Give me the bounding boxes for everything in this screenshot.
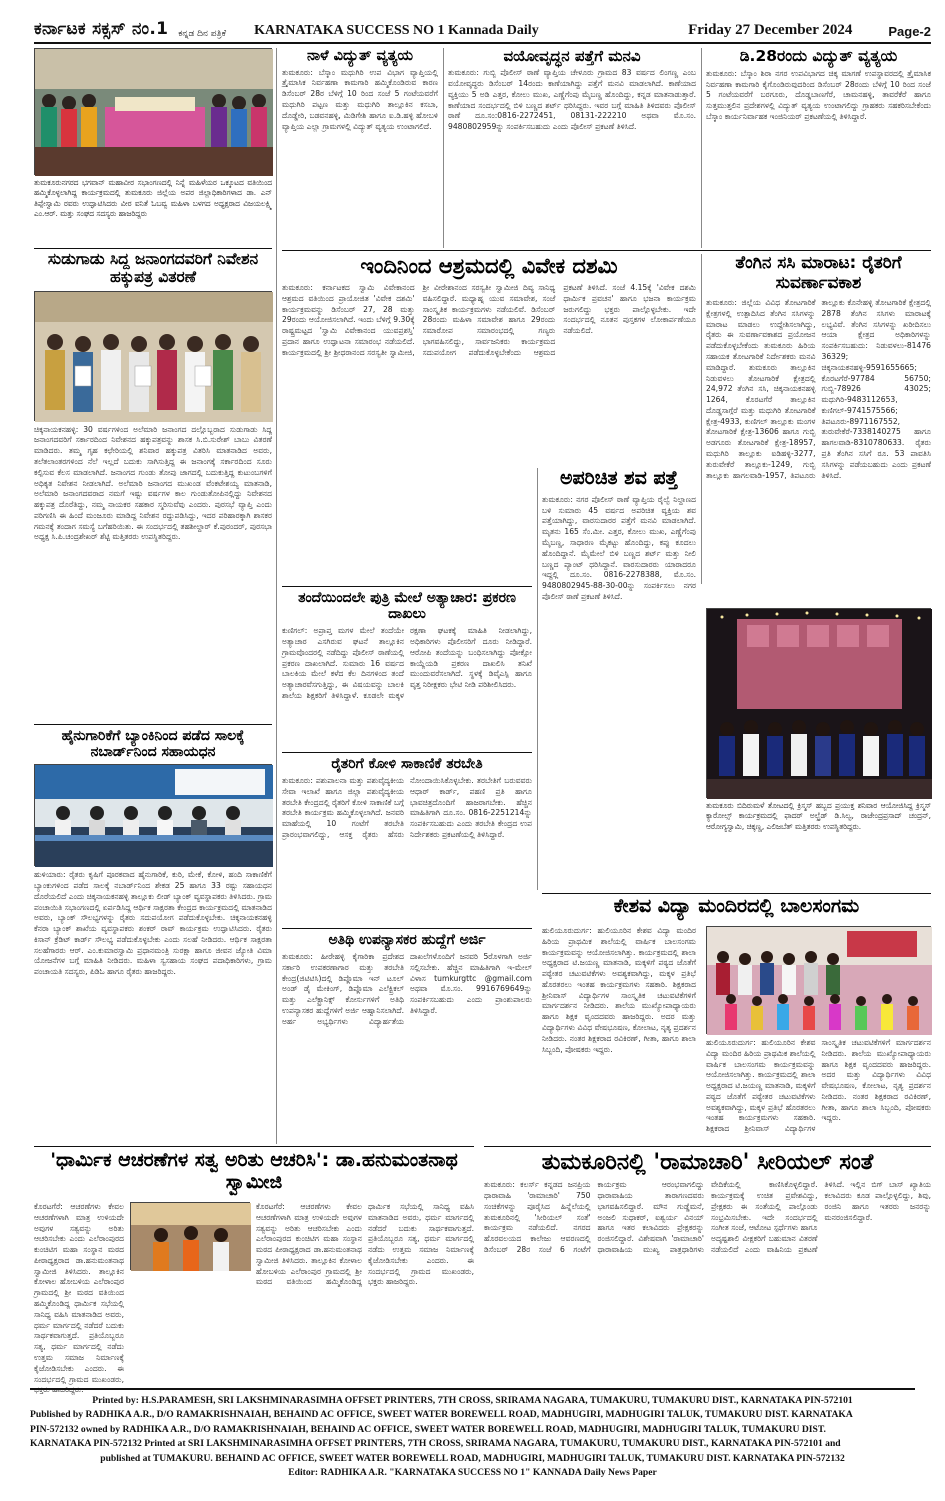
article-poultry-training [282, 756, 532, 926]
body-missing-elder: ತುಮಕೂರು: ಗುಬ್ಬಿ ಪೊಲೀಸ್ ಠಾಣೆ ವ್ಯಾಪ್ತಿಯ ಚೇಳೂರು ಗ್ರಾಮದ 83 ವರ್ಷದ ಲಿಂಗಣ್ಣ ಎಂಬ ವಯೋವೃದ್ಧರು ಡಿಸೆಂಬರ್ 14ರಂದು ಕಾಣೆಯಾಗಿದ್ದು ಪತ್ತೆಗೆ ಮನವಿ ಮಾಡಲಾಗಿದೆ. ಕಾಣೆಯಾದ ವ್ಯಕ್ತಿಯು 5 ಅಡಿ ಎತ್ತರ, ಕೋಲು ಮುಖ, ಎಣ್ಣೆಗೆಂಪು ಮೈಬಣ್ಣ ಹೊಂದಿದ್ದು, ಕನ್ನಡ ಮಾತನಾಡುತ್ತಾರೆ. ಕಾಣೆಯಾದ ಸಂದರ್ಭದಲ್ಲಿ ಬಿಳಿ ಬಣ್ಣದ ಶರ್ಟ್ ಧರಿಸಿದ್ದರು. ಇವರ ಬಗ್ಗೆ ಮಾಹಿತಿ ತಿಳಿದವರು ಪೊಲೀಸ್ ಠಾಣೆ ದೂ.ಸಂ:0816-2272451, 08131-222210 ಅಥವಾ ಮೊ.ಸಂ. 9480802959ನ್ನು ಸಂಪರ್ಕಿಸಬಹುದು ಎಂದು ಪೊಲೀಸ್ ಪ್ರಕಟಣೆ ತಿಳಿಸಿದೆ. [448, 68, 696, 132]
headline-unidentified-body: ಅಪರಿಚಿತ ಶವ ಪತ್ತೆ [559, 467, 679, 489]
masthead-kannada-tag: ಕನ್ನಡ ದಿನ ಪತ್ರಿಕೆ [178, 29, 227, 39]
divider [34, 724, 272, 725]
masthead-english-name: KARNATAKA SUCCESS NO 1 Kannada Daily [254, 23, 539, 38]
body-coconut-saplings: ತುಮಕೂರು: ಜಿಲ್ಲೆಯ ವಿವಿಧ ತೋಟಗಾರಿಕೆ ಕ್ಷೇತ್ರಗಳಲ್ಲಿ ಉತ್ಪಾದಿಸಿದ ತೆಂಗಿನ ಸಸಿಗಳನ್ನು ಮಾರಾಟ ಮಾಡಲು ಉದ್ದೇಶಿಸಲಾಗಿದ್ದು, ರೈತರು ಈ ಸುವರ್ಣಾವಕಾಶದ ಪ್ರಯೋಜನ ಪಡೆದುಕೊಳ್ಳಬೇಕೆಂದು ತುಮಕೂರು ಹಿರಿಯ ಸಹಾಯಕ ತೋಟಗಾರಿಕೆ ನಿರ್ದೇಶಕರು ಮನವಿ ಮಾಡಿದ್ದಾರೆ. ತುಮಕೂರು ತಾಲ್ಲೂಕಿನ ನಿಡುವಳಲು ತೋಟಗಾರಿಕೆ ಕ್ಷೇತ್ರದಲ್ಲಿ 24,972 ತೆಂಗಿನ ಸಸಿ, ಚಿಕ್ಕನಾಯಕನಹಳ್ಳಿ 1264, ಕೊರಟಗೆರೆ ತಾಲ್ಲೂಕಿನ ದೊಡ್ಡಸಾಗ್ಗೆರೆ ಮತ್ತು ಮಧುಗಿರಿ ತೋಟಗಾರಿಕೆ ಕ್ಷೇತ್ರ-4933, ಕುಣಿಗಲ್ ತಾಲ್ಲೂಕು ಮಂಗಳ ತೋಟಗಾರಿಕೆ ಕ್ಷೇತ್ರ-13606 ಹಾಗೂ ಗುಬ್ಬಿ ಅಡಗೂರು ತೋಟಗಾರಿಕೆ ಕ್ಷೇತ್ರ-18957, ಮಧುಗಿರಿ ತಾಲ್ಲೂಕು ಐಡಿಹಳ್ಳಿ-3277, ತುರುವೇಕೆರೆ ತಾಲ್ಲೂಕು-1249, ಗುಬ್ಬಿ ತಾಲ್ಲೂಕು ಹಾಗಲವಾಡಿ-1957, ತಿಪಟೂರು ತಾಲ್ಲೂಕು ಕೊನೇಹಳ್ಳಿ ತೋಟಗಾರಿಕೆ ಕ್ಷೇತ್ರದಲ್ಲಿ 2878 ತೆಂಗಿನ ಸಸಿಗಳು ಮಾರಾಟಕ್ಕೆ ಲಭ್ಯವಿವೆ. ತೆಂಗಿನ ಸಸಿಗಳನ್ನು ಖರೀದಿಸಲು ಆಯಾ ಕ್ಷೇತ್ರದ ಅಧಿಕಾರಿಗಳನ್ನು ಸಂಪರ್ಕಿಸಬಹುದು: ನಿಡುವಳಲು-81476 36329; ಚಿಕ್ಕನಾಯಕನಹಳ್ಳಿ-9591655665; ಕೊರಟಗೆರೆ-97784 56750; ಗುಬ್ಬಿ-78926 43025; ಮಧುಗಿರಿ-9483112653, ಕುಣಿಗಲ್-9741575566; ತಿಪಟೂರು-8971167552, ತುರುವೇಕೆರೆ-7338140275 ಹಾಗೂ ಹಾಗಲವಾಡಿ-8310780633. ರೈತರು ಪ್ರತಿ ತೆಂಗಿನ ಸಸಿಗೆ ರೂ. 53 ಪಾವತಿಸಿ ಸಸಿಗಳನ್ನು ಪಡೆಯಬಹುದು ಎಂದು ಪ್ರಕಟಣೆ ತಿಳಿಸಿದೆ. [706, 298, 931, 480]
caption-christmas-carols: ತುಮಕೂರು ಬಿದಿರುಮಳೆ ತೋಟದಲ್ಲಿ ಕ್ರಿಸ್ಮಸ್ ಹಬ್ಬದ ಪ್ರಯುಕ್ತ ಶನಿವಾರ ಆಯೋಜಿಸಿದ್ದ ಕ್ರಿಸ್ಮಸ್ ಕ್ಯಾರೋಲ್ಸ್ ಕಾರ್ಯಕ್ರಮದಲ್ಲಿ ಫಾದರ್ ಅಲ್ಫ್ರೆಡ್ ಡಿ.ಸಿಲ್ವ, ರಾಜೇಂದ್ರಪ್ರಸಾದ್ ಚಂದ್ರನ್, ಆರೋಗ್ಯಸ್ವಾಮಿ, ಚಿಕ್ಕಣ್ಣ, ಎಲಿಜಬೆತ್ ಮತ್ತಿತರರು ಉಪಸ್ಥಿತರಿದ್ದರು. [706, 801, 931, 831]
article-power-cut-tomorrow [282, 48, 438, 248]
column-rule [701, 48, 702, 248]
body-religious-practice-lead [34, 1202, 124, 1395]
headline-guest-lecturer: ಅತಿಥಿ ಉಪನ್ಯಾಸಕರ ಹುದ್ದೆಗೆ ಅರ್ಜಿ [328, 932, 486, 948]
article-grid [34, 47, 931, 1395]
photo-balasangama [706, 926, 931, 1034]
headline-nabard-subsidy: ಹೈನುಗಾರಿಕೆಗೆ ಬ್ಯಾಂಕಿನಿಂದ ಪಡೆದ ಸಾಲಕ್ಕೆ ನಬಾರ್ಡ್‌ನಿಂದ ಸಹಾಯಧನ [61, 728, 245, 761]
article-christmas-carols [706, 608, 931, 870]
masthead [34, 10, 931, 44]
body-viveka-dashami: ತುಮಕೂರು: ಕರ್ನಾಟಕದ ಸ್ವಾಮಿ ವಿವೇಕಾನಂದ ಆಶ್ರಮದ ವತಿಯಿಂದ ಪ್ರಾಯೋಜಿತ 'ವಿವೇಕ ದಶಮಿ' ಕಾರ್ಯಕ್ರಮವನ್ನು ಡಿಸೆಂಬರ್ 27, 28 ಮತ್ತು 29ರಂದು ಆಯೋಜಿಸಲಾಗಿದೆ. ಇಂದು ಬೆಳಿಗ್ಗೆ 9.30ಕ್ಕೆ ರಾಷ್ಟ್ರಮಟ್ಟದ 'ಸ್ವಾಮಿ ವಿವೇಕಾನಂದ ಯುವಪ್ರಶಸ್ತಿ' ಪ್ರದಾನ ಹಾಗೂ ಉದ್ಘಾಟನಾ ಸಮಾರಂಭ ನಡೆಯಲಿದೆ. ಕಾರ್ಯಕ್ರಮದಲ್ಲಿ ಶ್ರೀ ಶ್ರೀಧರಾನಂದ ಸರಸ್ವತೀ ಸ್ವಾಮೀಜಿ, ಶ್ರೀ ವೀರೇಶಾನಂದ ಸರಸ್ವತೀ ಸ್ವಾಮೀಜಿ ದಿವ್ಯ ಸಾನಿಧ್ಯ ವಹಿಸಲಿದ್ದಾರೆ. ಮಧ್ಯಾಹ್ನ ಯುವ ಸಮಾವೇಶ, ಸಂಜೆ ಸಾಂಸ್ಕೃತಿಕ ಕಾರ್ಯಕ್ರಮಗಳು ನಡೆಯಲಿವೆ. ಡಿಸೆಂಬರ್ 28ರಂದು ಮಹಿಳಾ ಸಮಾವೇಶ ಹಾಗೂ 29ರಂದು ಸಮಾರೋಪ ಸಮಾರಂಭದಲ್ಲಿ ಗಣ್ಯರು ಭಾಗವಹಿಸಲಿದ್ದು, ಸಾರ್ವಜನಿಕರು ಕಾರ್ಯಕ್ರಮದ ಸದುಪಯೋಗ ಪಡೆದುಕೊಳ್ಳಬೇಕೆಂದು ಆಶ್ರಮದ ಪ್ರಕಟಣೆ ತಿಳಿಸಿದೆ. ಸಂಜೆ 4.15ಕ್ಕೆ 'ವಿವೇಕ ದಶಮಿ ಧಾರ್ಮಿಕ ಪ್ರವಚನ' ಹಾಗೂ ಭಜನಾ ಕಾರ್ಯಕ್ರಮ ಜರುಗಲಿದ್ದು ಭಕ್ತರು ಪಾಲ್ಗೊಳ್ಳಬೇಕು. ಇದೇ ಸಂದರ್ಭದಲ್ಲಿ ನೂತನ ಪುಸ್ತಕಗಳ ಲೋಕಾರ್ಪಣೆಯೂ ನಡೆಯಲಿದೆ. [282, 283, 696, 357]
divider [282, 928, 532, 929]
article-guest-lecturer [282, 932, 532, 1142]
photo-housing-rights [34, 291, 272, 421]
imprint-published-by: Published by RADHIKA A.R., D/O RAMAKRISHNAIAH, BEHAIND AC OFFICE, SWEET WATER BOREWELL ROAD, MADHUGIRI, MADHUGIRI TALUK, TUMAKURU DIST. KARNATAKA [30, 1409, 853, 1421]
headline-power-cut-dec28: ಡಿ.28ರಂದು ವಿದ್ಯುತ್ ವ್ಯತ್ಯಯ [739, 47, 898, 65]
body-housing-rights: ಚಿಕ್ಕನಾಯಕನಹಳ್ಳಿ: 30 ವರ್ಷಗಳಿಂದ ಅಲೆಮಾರಿ ಜನಾಂಗದ ದಲ್ಲೊಬ್ಬರಾದ ಸುಡುಗಾಡು ಸಿದ್ದ ಜನಾಂಗದವರಿಗೆ ಸರ್ಕಾರದಿಂದ ನಿವೇಶನದ ಹಕ್ಕುಪತ್ರವನ್ನು ಶಾಸಕ ಸಿ.ಬಿ.ಸುರೇಶ್ ಬಾಬು ವಿತರಣೆ ಮಾಡಿದರು. ತಮ್ಮ ಗೃಹ ಕಛೇರಿಯಲ್ಲಿ ಶನಿವಾರ ಹಕ್ಕುಪತ್ರ ವಿತರಿಸಿ ಮಾತನಾಡಿದ ಅವರು, ತಲೆತಲಾಂತರಗಳಿಂದ ನೆಲೆ ಇಲ್ಲದೆ ಬದುಕು ಸಾಗಿಸುತ್ತಿದ್ದ ಈ ಜನಾಂಗಕ್ಕೆ ಸರ್ಕಾರದಿಂದ ಸೂರು ಕಲ್ಪಿಸುವ ಕೆಲಸ ಮಾಡಲಾಗಿದೆ. ಜನಾಂಗದ ಗುಂಡು ತೋಪು ಜಾಗದಲ್ಲಿ ಬದುಕುತ್ತಿದ್ದ ಕುಟುಂಬಗಳಿಗೆ ಅಧಿಕೃತ ನಿವೇಶನ ನೀಡಲಾಗಿದೆ. ಅಲೆಮಾರಿ ಜನಾಂಗದ ಮುಖಂಡ ವೆಂಕಟೇಶಯ್ಯ ಮಾತನಾಡಿ, ಅಲೆಮಾರಿ ಜನಾಂಗದವರಾದ ನಮಗೆ ಇಷ್ಟು ವರ್ಷಗಳ ಕಾಲ ಗುಂಡುತೋಪಿನಲ್ಲಿದ್ದು ನಿವೇಶನದ ಹಕ್ಕುಪತ್ರ ದೊರೆತಿದ್ದು, ನಮ್ಮ ನಾಯಕರ ಸಹಕಾರ ಸ್ಮರಿಸುವೆವು ಎಂದರು. ಪುರಸಭೆ ವ್ಯಾಪ್ತಿ ಎಂದು ಪರಿಗಣಿಸಿ ಈ ಹಿಂದೆ ಮಂಜೂರು ಮಾಡಿದ್ದ ನಿವೇಶನ ರದ್ದುಪಡಿಸಿದ್ದು, ಇದರ ಪರಿಹಾರಕ್ಕಾಗಿ ಶಾಸಕರ ಗಮನಕ್ಕೆ ತಂದಾಗ ಸಮಸ್ಯೆ ಬಗೆಹರಿಯಿತು. ಈ ಸಂದರ್ಭದಲ್ಲಿ ತಹಶೀಲ್ದಾರ್ ಕೆ.ಪುರಂದರ್, ಪುರಸಭಾ ಅಧ್ಯಕ್ಷ ಸಿ.ಪಿ.ಚಂದ್ರಶೇಖರ್ ಶೆಟ್ಟಿ ಮತ್ತಿತರರು ಉಪಸ್ಥಿತರಿದ್ದರು. [34, 424, 272, 542]
imprint-owned-by: PIN-572132 owned by RADHIKA A.R., D/O RAMAKRISHNAIAH, BEHAIND AC OFFICE, SWEET WATER BOREWELL ROAD, MADHUGIRI, MADHUGIRI TALUK, TUMAKURU DIST. [30, 1423, 826, 1435]
article-power-cut-dec28 [706, 48, 931, 248]
imprint-printed-at: KARNATAKA PIN-572132 Printed at SRI LAKSHMINARASIMHA OFFSET PRINTERS, 7TH CROSS, SRIRAMA NAGARA, TUMAKURU, TUMAKURU DIST., KARNATAKA PIN-572101 and [30, 1438, 841, 1450]
article-unidentified-body [542, 468, 696, 888]
masthead-kannada-name: ಕರ್ನಾಟಕ ಸಕ್ಸಸ್ ನಂ.1 [34, 19, 169, 39]
divider [34, 248, 272, 249]
headline-coconut-saplings: ತೆಂಗಿನ ಸಸಿ ಮಾರಾಟ: ರೈತರಿಗೆ ಸುವರ್ಣಾವಕಾಶ [735, 253, 902, 293]
headline-poultry-training: ರೈತರಿಗೆ ಕೋಳಿ ಸಾಕಾಣಿಕೆ ತರಬೇತಿ [331, 756, 483, 772]
column-rule [537, 468, 538, 890]
body-religious-practice-cont: ಕೊರಟಗೆರೆ: ಆಚರಣೆಗಳು ಕೇವಲ ಆಚರಣೆಗಳಾಗಿ ಮಾತ್ರ ಉಳಿಯದೇ ಅವುಗಳ ಸತ್ವವನ್ನು ಅರಿತು ಆಚರಿಸಬೇಕು ಎಂದು ಎಲೆರಾಂಪುರದ ಕುಂಚಿಟಿಗ ಮಹಾ ಸಂಸ್ಥಾನ ಮಠದ ಪೀಠಾಧ್ಯಕ್ಷರಾದ ಡಾ.ಹನುಮಂತನಾಥ ಸ್ವಾಮೀಜಿ ತಿಳಿಸಿದರು. ತಾಲ್ಲೂಕಿನ ಕೋಳಾಲ ಹೋಬಳಿಯ ಎಲೆರಾಂಪುರ ಗ್ರಾಮದಲ್ಲಿ ಶ್ರೀ ಮಠದ ವತಿಯಿಂದ ಹಮ್ಮಿಕೊಂಡಿದ್ದ ಧಾರ್ಮಿಕ ಸಭೆಯಲ್ಲಿ ಸಾನಿಧ್ಯ ವಹಿಸಿ ಮಾತನಾಡಿದ ಅವರು, ಧರ್ಮ ಮಾರ್ಗದಲ್ಲಿ ನಡೆದರೆ ಬದುಕು ಸಾರ್ಥಕವಾಗುತ್ತದೆ. ಪ್ರತಿಯೊಬ್ಬರೂ ಸತ್ಯ, ಧರ್ಮ ಮಾರ್ಗದಲ್ಲಿ ನಡೆದು ಉತ್ತಮ ಸಮಾಜ ನಿರ್ಮಾಣಕ್ಕೆ ಕೈಜೋಡಿಸಬೇಕು ಎಂದರು. ಈ ಸಂದರ್ಭದಲ್ಲಿ ಗ್ರಾಮದ ಮುಖಂಡರು, ಭಕ್ತರು ಹಾಜರಿದ್ದರು. [256, 1202, 474, 1287]
article-missing-elder [448, 48, 696, 248]
headline-religious-practice: 'ಧಾರ್ಮಿಕ ಆಚರಣೆಗಳ ಸತ್ವ ಅರಿತು ಆಚರಿಸಿ': ಡಾ.ಹನುಮಂತನಾಥ ಸ್ವಾಮೀಜಿ [50, 1149, 458, 1193]
article-women-event [34, 48, 272, 248]
body-balasangama: ಹುಲಿಯೂರುದುರ್ಗ: ಹುಲಿಯೂರಿನ ಕೇಶವ ವಿದ್ಯಾ ಮಂದಿರ ಹಿರಿಯ ಪ್ರಾಥಮಿಕ ಶಾಲೆಯಲ್ಲಿ ವಾರ್ಷಿಕ ಬಾಲಸಂಗಮ ಕಾರ್ಯಕ್ರಮವನ್ನು ಆಯೋಜಿಸಲಾಗಿತ್ತು. ಕಾರ್ಯಕ್ರಮದಲ್ಲಿ ಶಾಲಾ ಅಧ್ಯಕ್ಷರಾದ ಟಿ.ಜಯಣ್ಣ ಮಾತನಾಡಿ, ಮಕ್ಕಳಿಗೆ ಪಠ್ಯದ ಜೊತೆಗೆ ಪಠ್ಯೇತರ ಚಟುವಟಿಕೆಗಳು ಅವಶ್ಯಕವಾಗಿದ್ದು, ಮಕ್ಕಳ ಪ್ರತಿಭೆ ಹೊರತರಲು ಇಂತಹ ಕಾರ್ಯಕ್ರಮಗಳು ಸಹಕಾರಿ. ಶಿಕ್ಷಕರಾದ ಶ್ರೀನಿವಾಸ್ ವಿದ್ಯಾರ್ಥಿಗಳ ಸಾಂಸ್ಕೃತಿಕ ಚಟುವಟಿಕೆಗಳಿಗೆ ಮಾರ್ಗದರ್ಶನ ನೀಡಿದರು. ಶಾಲೆಯ ಮುಖ್ಯೋಪಾಧ್ಯಾಯರು ಹಾಗೂ ಶಿಕ್ಷಕ ವೃಂದದವರು ಹಾಜರಿದ್ದರು. ಅದರ ಮತ್ತು ವಿದ್ಯಾರ್ಥಿಗಳು ವಿವಿಧ ವೇಷಭೂಷಣ, ಕೋಲಾಟ, ನೃತ್ಯ ಪ್ರದರ್ಶನ ನೀಡಿದರು. ನಂತರ ಶಿಕ್ಷಕರಾದ ರವಿಕಿರಣ್, ಗೀತಾ, ಹಾಗೂ ಶಾಲಾ ಸಿಬ್ಬಂದಿ, ಪೋಷಕರು ಇದ್ದರು. [542, 926, 696, 1054]
article-housing-rights [34, 251, 272, 721]
divider [542, 893, 931, 894]
page-number: Page-2 [888, 24, 931, 39]
column-rule [701, 254, 702, 584]
masthead-date: Friday 27 December 2024 [688, 22, 853, 38]
article-religious-practice [34, 1149, 474, 1395]
headline-missing-elder: ವಯೋವೃದ್ಧನ ಪತ್ತೆಗೆ ಮನವಿ [503, 47, 641, 65]
photo-nabard-subsidy [34, 764, 272, 866]
article-ramachari-serial [484, 1150, 931, 1383]
divider [282, 752, 532, 753]
body-nabard-subsidy: ಹುಳಿಯಾರು: ರೈತರು ಕೃಷಿಗೆ ಪೂರಕವಾದ ಹೈನುಗಾರಿಕೆ, ಕುರಿ, ಮೇಕೆ, ಕೋಳಿ, ಹಂದಿ ಸಾಕಾಣಿಕೆಗೆ ಬ್ಯಾಂಕುಗಳಿಂದ ಪಡೆದ ಸಾಲಕ್ಕೆ ನಬಾರ್ಡ್‌ನಿಂದ ಶೇಕಡ 25 ಹಾಗೂ 33 ರಷ್ಟು ಸಹಾಯಧನ ದೊರೆಯಲಿದೆ ಎಂದು ಚಿಕ್ಕನಾಯಕನಹಳ್ಳಿ ತಾಲ್ಲೂಕು ಲೀಡ್ ಬ್ಯಾಂಕ್ ವ್ಯವಸ್ಥಾಪಕರು ತಿಳಿಸಿದರು. ಗ್ರಾಮ ಪಂಚಾಯಿತಿ ಸಭಾಂಗಣದಲ್ಲಿ ಏರ್ಪಡಿಸಿದ್ದ ಆರ್ಥಿಕ ಸಾಕ್ಷರತಾ ಕೇಂದ್ರದ ಕಾರ್ಯಕ್ರಮದಲ್ಲಿ ಮಾತನಾಡಿದ ಅವರು, ಬ್ಯಾಂಕ್ ಸೌಲಭ್ಯಗಳನ್ನು ರೈತರು ಸದುಪಯೋಗ ಪಡೆದುಕೊಳ್ಳಬೇಕು. ಚಿಕ್ಕನಾಯಕನಹಳ್ಳಿ ಕೆನರಾ ಬ್ಯಾಂಕ್ ಶಾಖೆಯ ವ್ಯವಸ್ಥಾಪಕರು ಶಂಕರ್ ರಾವ್ ಕಾರ್ಯಕ್ರಮ ಉದ್ಘಾಟಿಸಿದರು. ರೈತರು ಕಿಸಾನ್ ಕ್ರೆಡಿಟ್ ಕಾರ್ಡ್ ಸೌಲಭ್ಯ ಪಡೆದುಕೊಳ್ಳಬೇಕು ಎಂದು ಸಲಹೆ ನೀಡಿದರು. ಆರ್ಥಿಕ ಸಾಕ್ಷರತಾ ಸಲಹೆಗಾರರು ಆರ್. ಎಂ.ಕುಮಾರಸ್ವಾಮಿ ಪ್ರಧಾನಮಂತ್ರಿ ಸುರಕ್ಷಾ ಹಾಗೂ ಜೀವನ ಜ್ಯೋತಿ ವಿಮಾ ಯೋಜನೆಗಳ ಬಗ್ಗೆ ಮಾಹಿತಿ ನೀಡಿದರು. ಮಹಿಳಾ ಸ್ವಸಹಾಯ ಸಂಘದ ಪದಾಧಿಕಾರಿಗಳು, ಗ್ರಾಮ ಪಂಚಾಯತಿ ಸದಸ್ಯರು, ಪಿಡಿಓ ಹಾಗೂ ರೈತರು ಹಾಜರಿದ್ದರು. [34, 870, 272, 977]
column-rule [276, 48, 277, 1144]
photo-christmas-carols [706, 608, 931, 798]
column-rule [443, 48, 444, 248]
imprint-editor: Editor: RADHIKA A.R. "KARNATAKA SUCCESS NO 1" KANNADA Daily News Paper [288, 1466, 657, 1478]
divider [282, 586, 532, 587]
body-ramachari-serial: ತುಮಕೂರು: ಕಲರ್ಸ್ ಕನ್ನಡದ ಜನಪ್ರಿಯ ಧಾರಾವಾಹಿ 'ರಾಮಾಚಾರಿ' 750 ಸಂಚಿಕೆಗಳನ್ನು ಪೂರೈಸಿದ ಹಿನ್ನೆಲೆಯಲ್ಲಿ ತುಮಕೂರಿನಲ್ಲಿ 'ಸೀರಿಯಲ್ ಸಂತೆ' ಕಾರ್ಯಕ್ರಮ ನಡೆಯಲಿದೆ. ನಗರದ ಹೊರವಲಯದ ಕಾಲೇಜು ಆವರಣದಲ್ಲಿ ಡಿಸೆಂಬರ್ 28ರ ಸಂಜೆ 6 ಗಂಟೆಗೆ ಕಾರ್ಯಕ್ರಮ ಆರಂಭವಾಗಲಿದ್ದು ಧಾರಾವಾಹಿಯ ತಾರಾಗಣದವರು ಭಾಗವಹಿಸಲಿದ್ದಾರೆ. ಮೌನ ಗುಡ್ಡೆಮನೆ, ಅಂಜಲಿ ಸುಧಾಕರ್, ಐಶ್ವರ್ಯ ವಿನಯ್ ಹಾಗೂ ಇತರ ಕಲಾವಿದರು ಪ್ರೇಕ್ಷಕರನ್ನು ರಂಜಿಸಲಿದ್ದಾರೆ. ವಿಶೇಷವಾಗಿ 'ರಾಮಾಚಾರಿ' ಧಾರಾವಾಹಿಯ ಮುಖ್ಯ ಪಾತ್ರಧಾರಿಗಳು ವೇದಿಕೆಯಲ್ಲಿ ಕಾಣಿಸಿಕೊಳ್ಳಲಿದ್ದಾರೆ. ಕಾರ್ಯಕ್ರಮಕ್ಕೆ ಉಚಿತ ಪ್ರವೇಶವಿದ್ದು, ಪ್ರೇಕ್ಷಕರು ಈ ಸಂತೆಯಲ್ಲಿ ಪಾಲ್ಗೊಂಡು ಸಂಭ್ರಮಿಸಬೇಕು. ಇದೇ ಸಂದರ್ಭದಲ್ಲಿ ಸಂಗೀತ ಸಂಜೆ, ಆಟೋಟ ಸ್ಪರ್ಧೆಗಳು ಹಾಗೂ ಅದೃಷ್ಟಶಾಲಿ ವೀಕ್ಷಕರಿಗೆ ಬಹುಮಾನ ವಿತರಣೆ ನಡೆಯಲಿದೆ ಎಂದು ವಾಹಿನಿಯ ಪ್ರಕಟಣೆ ತಿಳಿಸಿದೆ. ಇಲ್ಲಿನ ಬಿಗ್ ಬಾಸ್ ಖ್ಯಾತಿಯ ಕಲಾವಿದರು ಕೂಡ ಪಾಲ್ಗೊಳ್ಳಲಿದ್ದು, ಶಿವು, ರಂಜಿನಿ ಹಾಗೂ ಇತರರು ಜನರನ್ನು ಮನರಂಜಿಸಲಿದ್ದಾರೆ. [484, 1180, 931, 1254]
article-coconut-saplings [706, 254, 931, 654]
body-guest-lecturer: ತುಮಕೂರು: ಹೀರೇಹಳ್ಳಿ ಕೈಗಾರಿಕಾ ಪ್ರದೇಶದ ಸರ್ಕಾರಿ ಉಪಕರಣಾಗಾರ ಮತ್ತು ತರಬೇತಿ ಕೇಂದ್ರ(ಜಿಟಿಟಿಸಿ)ದಲ್ಲಿ ಡಿಪ್ಲೊಮಾ ಇನ್ ಟೂಲ್ ಅಂಡ್ ಡೈ ಮೇಕಿಂಗ್, ಡಿಪ್ಲೊಮಾ ಎಲೆಕ್ಟ್ರಿಕಲ್ ಮತ್ತು ಎಲೆಕ್ಟ್ರಾನಿಕ್ಸ್ ಕೋರ್ಸುಗಳಿಗೆ ಅತಿಥಿ ಉಪನ್ಯಾಸಕರ ಹುದ್ದೆಗಳಿಗೆ ಅರ್ಜಿ ಆಹ್ವಾನಿಸಲಾಗಿದೆ. ಅರ್ಹ ಅಭ್ಯರ್ಥಿಗಳು ವಿದ್ಯಾರ್ಹತೆಯ ದಾಖಲೆಗಳೊಂದಿಗೆ ಜನವರಿ 5ರೊಳಗಾಗಿ ಅರ್ಜಿ ಸಲ್ಲಿಸಬೇಕು. ಹೆಚ್ಚಿನ ಮಾಹಿತಿಗಾಗಿ ಇ-ಮೇಲ್ ವಿಳಾಸ tumkurgttc @gmail.com ಅಥವಾ ಮೊ.ಸಂ. 9916769649ನ್ನು ಸಂಪರ್ಕಿಸಬಹುದು ಎಂದು ಪ್ರಾಂಶುಪಾಲರು ತಿಳಿಸಿದ್ದಾರೆ. [282, 952, 532, 1026]
body-power-cut-dec28: ತುಮಕೂರು: ಬೆಸ್ಕಾಂ ಶಿರಾ ನಗರ ಉಪವಿಭಾಗದ ಚಿಕ್ಕ ಮಾಗಣೆ ಉಪಸ್ಥಾವರದಲ್ಲಿ ತ್ರೈಮಾಸಿಕ ನಿರ್ವಹಣಾ ಕಾಮಗಾರಿ ಕೈಗೊಂಡಿರುವುದರಿಂದ ಡಿಸೆಂಬರ್ 28ರಂದು ಬೆಳಿಗ್ಗೆ 10 ರಿಂದ ಸಂಜೆ 5 ಗಂಟೆಯವರೆಗೆ ಬರಗೂರು, ದೊಡ್ಡಬಾಣಗೆರೆ, ಚಾಮನಹಳ್ಳಿ, ತಾವರೆಕೆರೆ ಹಾಗೂ ಸುತ್ತಮುತ್ತಲಿನ ಪ್ರದೇಶಗಳಲ್ಲಿ ವಿದ್ಯುತ್ ವ್ಯತ್ಯಯ ಉಂಟಾಗಲಿದ್ದು ಗ್ರಾಹಕರು ಸಹಕರಿಸಬೇಕೆಂದು ಬೆಸ್ಕಾಂ ಕಾರ್ಯನಿರ್ವಾಹಕ ಇಂಜಿನಿಯರ್ ಪ್ರಕಟಣೆಯಲ್ಲಿ ತಿಳಿಸಿದ್ದಾರೆ. [706, 68, 931, 121]
body-unidentified-body: ತುಮಕೂರು: ನಗರ ಪೊಲೀಸ್ ಠಾಣೆ ವ್ಯಾಪ್ತಿಯ ರೈಲ್ವೆ ನಿಲ್ದಾಣದ ಬಳಿ ಸುಮಾರು 45 ವರ್ಷದ ಅಪರಿಚಿತ ವ್ಯಕ್ತಿಯ ಶವ ಪತ್ತೆಯಾಗಿದ್ದು, ವಾರಸುದಾರರ ಪತ್ತೆಗೆ ಮನವಿ ಮಾಡಲಾಗಿದೆ. ಮೃತನು 165 ಸೆಂ.ಮೀ. ಎತ್ತರ, ಕೋಲು ಮುಖ, ಎಣ್ಣೆಗೆಂಪು ಮೈಬಣ್ಣ, ಸಾಧಾರಣ ಮೈಕಟ್ಟು ಹೊಂದಿದ್ದು, ಕಪ್ಪು ಕೂದಲು ಹೊಂದಿದ್ದಾನೆ. ಮೈಮೇಲೆ ಬಿಳಿ ಬಣ್ಣದ ಶರ್ಟ್ ಮತ್ತು ನೀಲಿ ಬಣ್ಣದ ಪ್ಯಾಂಟ್ ಧರಿಸಿದ್ದಾನೆ. ವಾರಸುದಾರರು ಯಾರಾದರೂ ಇದ್ದಲ್ಲಿ ದೂ.ಸಂ. 0816-2278388, ಮೊ.ಸಂ. 9480802945-88-30-00ನ್ನು ಸಂಪರ್ಕಿಸಲು ನಗರ ಪೊಲೀಸ್ ಠಾಣೆ ಪ್ರಕಟಣೆ ತಿಳಿಸಿದೆ. [542, 494, 696, 601]
imprint-published-at: published at TUMAKURU. BEHAIND AC OFFICE, SWEET WATER BOREWELL ROAD, MADHUGIRI, MADHUGIRI TALUK, TUMAKURU DIST. KARNATAKA PIN-572132 [100, 1452, 845, 1464]
headline-ramachari-serial: ತುಮಕೂರಿನಲ್ಲಿ 'ರಾಮಾಚಾರಿ' ಸೀರಿಯಲ್ ಸಂತೆ [541, 1150, 874, 1175]
caption-women-event: ತುಮಕೂರುನಗರದ ಭಗವಾನ್ ಮಹಾವೀರ ಸಭಾಂಗಣದಲ್ಲಿ ನಿನ್ನೆ ಮಹಿಳೆಯರ ಒಕ್ಕೂಟದ ವತಿಯಿಂದ ಹಮ್ಮಿಕೊಳ್ಳಲಾಗಿದ್ದ ಕಾರ್ಯಕ್ರಮದಲ್ಲಿ ತುಮಕೂರು ಜಿಲ್ಲೆಯ ಅಪರ ಜಿಲ್ಲಾಧಿಕಾರಿಗಳಾದ ಡಾ. ಎನ್ ತಿಪ್ಪೇಸ್ವಾಮಿ ರವರು ಉದ್ಘಾಟಿಸಿದರು ವೀರ ವನಿತೆ ಓಬವ್ವ ಮಹಿಳಾ ಬಳಗದ ಅಧ್ಯಕ್ಷರಾದ ವಿಜಯಲಕ್ಷ್ಮಿ ಎಂ.ಆರ್. ಮತ್ತು ಸಂಘದ ಸದಸ್ಯರು ಹಾಜರಿದ್ದರು [34, 178, 272, 219]
article-assault-case [282, 590, 532, 750]
headline-housing-rights: ಸುಡುಗಾಡು ಸಿದ್ದ ಜನಾಂಗದವರಿಗೆ ನಿವೇಶನ ಹಕ್ಕುಪತ್ರ ವಿತರಣೆ [47, 250, 259, 286]
imprint-footer [30, 1388, 915, 1480]
article-balasangama [542, 896, 931, 1146]
headline-viveka-dashami: ಇಂದಿನಿಂದ ಆಶ್ರಮದಲ್ಲಿ ವಿವೇಕ ದಶಮಿ [360, 254, 618, 278]
body-balasangama-cont: ಹುಲಿಯೂರುದುರ್ಗ: ಹುಲಿಯೂರಿನ ಕೇಶವ ವಿದ್ಯಾ ಮಂದಿರ ಹಿರಿಯ ಪ್ರಾಥಮಿಕ ಶಾಲೆಯಲ್ಲಿ ವಾರ್ಷಿಕ ಬಾಲಸಂಗಮ ಕಾರ್ಯಕ್ರಮವನ್ನು ಆಯೋಜಿಸಲಾಗಿತ್ತು. ಕಾರ್ಯಕ್ರಮದಲ್ಲಿ ಶಾಲಾ ಅಧ್ಯಕ್ಷರಾದ ಟಿ.ಜಯಣ್ಣ ಮಾತನಾಡಿ, ಮಕ್ಕಳಿಗೆ ಪಠ್ಯದ ಜೊತೆಗೆ ಪಠ್ಯೇತರ ಚಟುವಟಿಕೆಗಳು ಅವಶ್ಯಕವಾಗಿದ್ದು, ಮಕ್ಕಳ ಪ್ರತಿಭೆ ಹೊರತರಲು ಇಂತಹ ಕಾರ್ಯಕ್ರಮಗಳು ಸಹಕಾರಿ. ಶಿಕ್ಷಕರಾದ ಶ್ರೀನಿವಾಸ್ ವಿದ್ಯಾರ್ಥಿಗಳ ಸಾಂಸ್ಕೃತಿಕ ಚಟುವಟಿಕೆಗಳಿಗೆ ಮಾರ್ಗದರ್ಶನ ನೀಡಿದರು. ಶಾಲೆಯ ಮುಖ್ಯೋಪಾಧ್ಯಾಯರು ಹಾಗೂ ಶಿಕ್ಷಕ ವೃಂದದವರು ಹಾಜರಿದ್ದರು. ಅದರ ಮತ್ತು ವಿದ್ಯಾರ್ಥಿಗಳು ವಿವಿಧ ವೇಷಭೂಷಣ, ಕೋಲಾಟ, ನೃತ್ಯ ಪ್ರದರ್ಶನ ನೀಡಿದರು. ನಂತರ ಶಿಕ್ಷಕರಾದ ರವಿಕಿರಣ್, ಗೀತಾ, ಹಾಗೂ ಶಾಲಾ ಸಿಬ್ಬಂದಿ, ಪೋಷಕರು ಇದ್ದರು. [706, 1038, 931, 1134]
headline-power-cut-tomorrow: ನಾಳೆ ವಿದ್ಯುತ್ ವ್ಯತ್ಯಯ [307, 48, 413, 64]
body-religious-practice: ಕೊರಟಗೆರೆ: ಆಚರಣೆಗಳು ಕೇವಲ ಆಚರಣೆಗಳಾಗಿ ಮಾತ್ರ ಉಳಿಯದೇ ಅವುಗಳ ಸತ್ವವನ್ನು ಅರಿತು ಆಚರಿಸಬೇಕು ಎಂದು ಎಲೆರಾಂಪುರದ ಕುಂಚಿಟಿಗ ಮಹಾ ಸಂಸ್ಥಾನ ಮಠದ ಪೀಠಾಧ್ಯಕ್ಷರಾದ ಡಾ.ಹನುಮಂತನಾಥ ಸ್ವಾಮೀಜಿ ತಿಳಿಸಿದರು. ತಾಲ್ಲೂಕಿನ ಕೋಳಾಲ ಹೋಬಳಿಯ ಎಲೆರಾಂಪುರ ಗ್ರಾಮದಲ್ಲಿ ಶ್ರೀ ಮಠದ ವತಿಯಿಂದ ಹಮ್ಮಿಕೊಂಡಿದ್ದ ಧಾರ್ಮಿಕ ಸಭೆಯಲ್ಲಿ ಸಾನಿಧ್ಯ ವಹಿಸಿ ಮಾತನಾಡಿದ ಅವರು, ಧರ್ಮ ಮಾರ್ಗದಲ್ಲಿ ನಡೆದರೆ ಬದುಕು ಸಾರ್ಥಕವಾಗುತ್ತದೆ. ಪ್ರತಿಯೊಬ್ಬರೂ ಸತ್ಯ, ಧರ್ಮ ಮಾರ್ಗದಲ್ಲಿ ನಡೆದು ಉತ್ತಮ ಸಮಾಜ ನಿರ್ಮಾಣಕ್ಕೆ ಕೈಜೋಡಿಸಬೇಕು ಎಂದರು. ಈ ಸಂದರ್ಭದಲ್ಲಿ ಗ್ರಾಮದ ಮುಖಂಡರು, ಭಕ್ತರು ಹಾಜರಿದ್ದರು. [34, 1202, 124, 1395]
divider [34, 1146, 474, 1147]
headline-assault-case: ತಂದೆಯಿಂದಲೇ ಪುತ್ರಿ ಮೇಲೆ ಅತ್ಯಾಚಾರ: ಪ್ರಕರಣ ದಾಖಲು [298, 590, 516, 623]
photo-swamiji [130, 1202, 250, 1270]
article-nabard-subsidy [34, 728, 272, 1128]
photo-women-event [34, 48, 272, 175]
body-poultry-training: ತುಮಕೂರು: ಪಶುಪಾಲನಾ ಮತ್ತು ಪಶುವೈದ್ಯಕೀಯ ಸೇವಾ ಇಲಾಖೆ ಹಾಗೂ ಜಿಲ್ಲಾ ಪಶುವೈದ್ಯಕೀಯ ತರಬೇತಿ ಕೇಂದ್ರದಲ್ಲಿ ರೈತರಿಗೆ ಕೋಳಿ ಸಾಕಾಣಿಕೆ ಬಗ್ಗೆ ತರಬೇತಿ ಕಾರ್ಯಕ್ರಮ ಹಮ್ಮಿಕೊಳ್ಳಲಾಗಿದೆ. ಜನವರಿ ಮಾಹೆಯಲ್ಲಿ 10 ಗಂಟೆಗೆ ತರಬೇತಿ ಪ್ರಾರಂಭವಾಗಲಿದ್ದು, ಆಸಕ್ತ ರೈತರು ಹೆಸರು ನೋಂದಾಯಿಸಿಕೊಳ್ಳಬೇಕು. ತರಬೇತಿಗೆ ಬರುವವರು ಆಧಾರ್ ಕಾರ್ಡ್, ಪಹಣಿ ಪ್ರತಿ ಹಾಗೂ ಭಾವಚಿತ್ರದೊಂದಿಗೆ ಹಾಜರಾಗಬೇಕು. ಹೆಚ್ಚಿನ ಮಾಹಿತಿಗಾಗಿ ದೂ.ಸಂ. 0816-2251214ನ್ನು ಸಂಪರ್ಕಿಸಬಹುದು ಎಂದು ತರಬೇತಿ ಕೇಂದ್ರದ ಉಪ ನಿರ್ದೇಶಕರು ಪ್ರಕಟಣೆಯಲ್ಲಿ ತಿಳಿಸಿದ್ದಾರೆ. [282, 776, 532, 839]
body-power-cut-tomorrow: ತುಮಕೂರು: ಬೆಸ್ಕಾಂ ಮಧುಗಿರಿ ಉಪ ವಿಭಾಗ ವ್ಯಾಪ್ತಿಯಲ್ಲಿ ತ್ರೈಮಾಸಿಕ ನಿರ್ವಹಣಾ ಕಾಮಗಾರಿ ಹಮ್ಮಿಕೊಂಡಿರುವ ಕಾರಣ ಡಿಸೆಂಬರ್ 28ರ ಬೆಳಿಗ್ಗೆ 10 ರಿಂದ ಸಂಜೆ 5 ಗಂಟೆಯವರೆಗೆ ಮಧುಗಿರಿ ಪಟ್ಟಣ ಮತ್ತು ಮಧುಗಿರಿ ತಾಲ್ಲೂಕಿನ ಕಸಬಾ, ದೊಡ್ಡೇರಿ, ಬಡವನಹಳ್ಳಿ, ಮಿಡಿಗೇಶಿ ಹಾಗೂ ಐ.ಡಿ.ಹಳ್ಳಿ ಹೋಬಳಿ ವ್ಯಾಪ್ತಿಯ ಎಲ್ಲಾ ಗ್ರಾಮಗಳಲ್ಲಿ ವಿದ್ಯುತ್ ವ್ಯತ್ಯಯ ಉಂಟಾಗಲಿದೆ. [282, 67, 438, 131]
divider [484, 1146, 931, 1147]
divider [282, 250, 931, 251]
headline-balasangama: ಕೇಶವ ವಿದ್ಯಾ ಮಂದಿರದಲ್ಲಿ ಬಾಲಸಂಗಮ [613, 895, 860, 917]
body-assault-case: ಕುಣಿಗಲ್: ಅಪ್ರಾಪ್ತ ಮಗಳ ಮೇಲೆ ತಂದೆಯೇ ಅತ್ಯಾಚಾರ ಎಸಗಿರುವ ಘಟನೆ ತಾಲ್ಲೂಕಿನ ಗ್ರಾಮವೊಂದರಲ್ಲಿ ನಡೆದಿದ್ದು ಪೊಲೀಸ್ ಠಾಣೆಯಲ್ಲಿ ಪ್ರಕರಣ ದಾಖಲಾಗಿದೆ. ಸುಮಾರು 16 ವರ್ಷದ ಬಾಲಕಿಯ ಮೇಲೆ ಕಳೆದ ಕೆಲ ದಿನಗಳಿಂದ ತಂದೆ ಅತ್ಯಾಚಾರವೆಸಗುತ್ತಿದ್ದು, ಈ ವಿಷಯವನ್ನು ಬಾಲಕಿ ಶಾಲೆಯ ಶಿಕ್ಷಕರಿಗೆ ತಿಳಿಸಿದ್ದಾಳೆ. ಕೂಡಲೇ ಮಕ್ಕಳ ರಕ್ಷಣಾ ಘಟಕಕ್ಕೆ ಮಾಹಿತಿ ನೀಡಲಾಗಿದ್ದು, ಅಧಿಕಾರಿಗಳು ಪೊಲೀಸರಿಗೆ ದೂರು ನೀಡಿದ್ದಾರೆ. ಆರೋಪಿ ತಂದೆಯನ್ನು ಬಂಧಿಸಲಾಗಿದ್ದು ಪೋಕ್ಸೋ ಕಾಯ್ದೆಯಡಿ ಪ್ರಕರಣ ದಾಖಲಿಸಿ ತನಿಖೆ ಮುಂದುವರೆಸಲಾಗಿದೆ. ಸ್ಥಳಕ್ಕೆ ಡಿವೈಎಸ್ಪಿ ಹಾಗೂ ವೃತ್ತ ನಿರೀಕ್ಷಕರು ಭೇಟಿ ನೀಡಿ ಪರಿಶೀಲಿಸಿದರು. [282, 626, 532, 700]
imprint-printed-by: Printed by: H.S.PARAMESH, SRI LAKSHMINARASIMHA OFFSET PRINTERS, 7TH CROSS, SRIRAMA NAGARA, TUMAKURU, TUMAKURU DIST., KARNATAKA PIN-572101 [92, 1395, 853, 1406]
